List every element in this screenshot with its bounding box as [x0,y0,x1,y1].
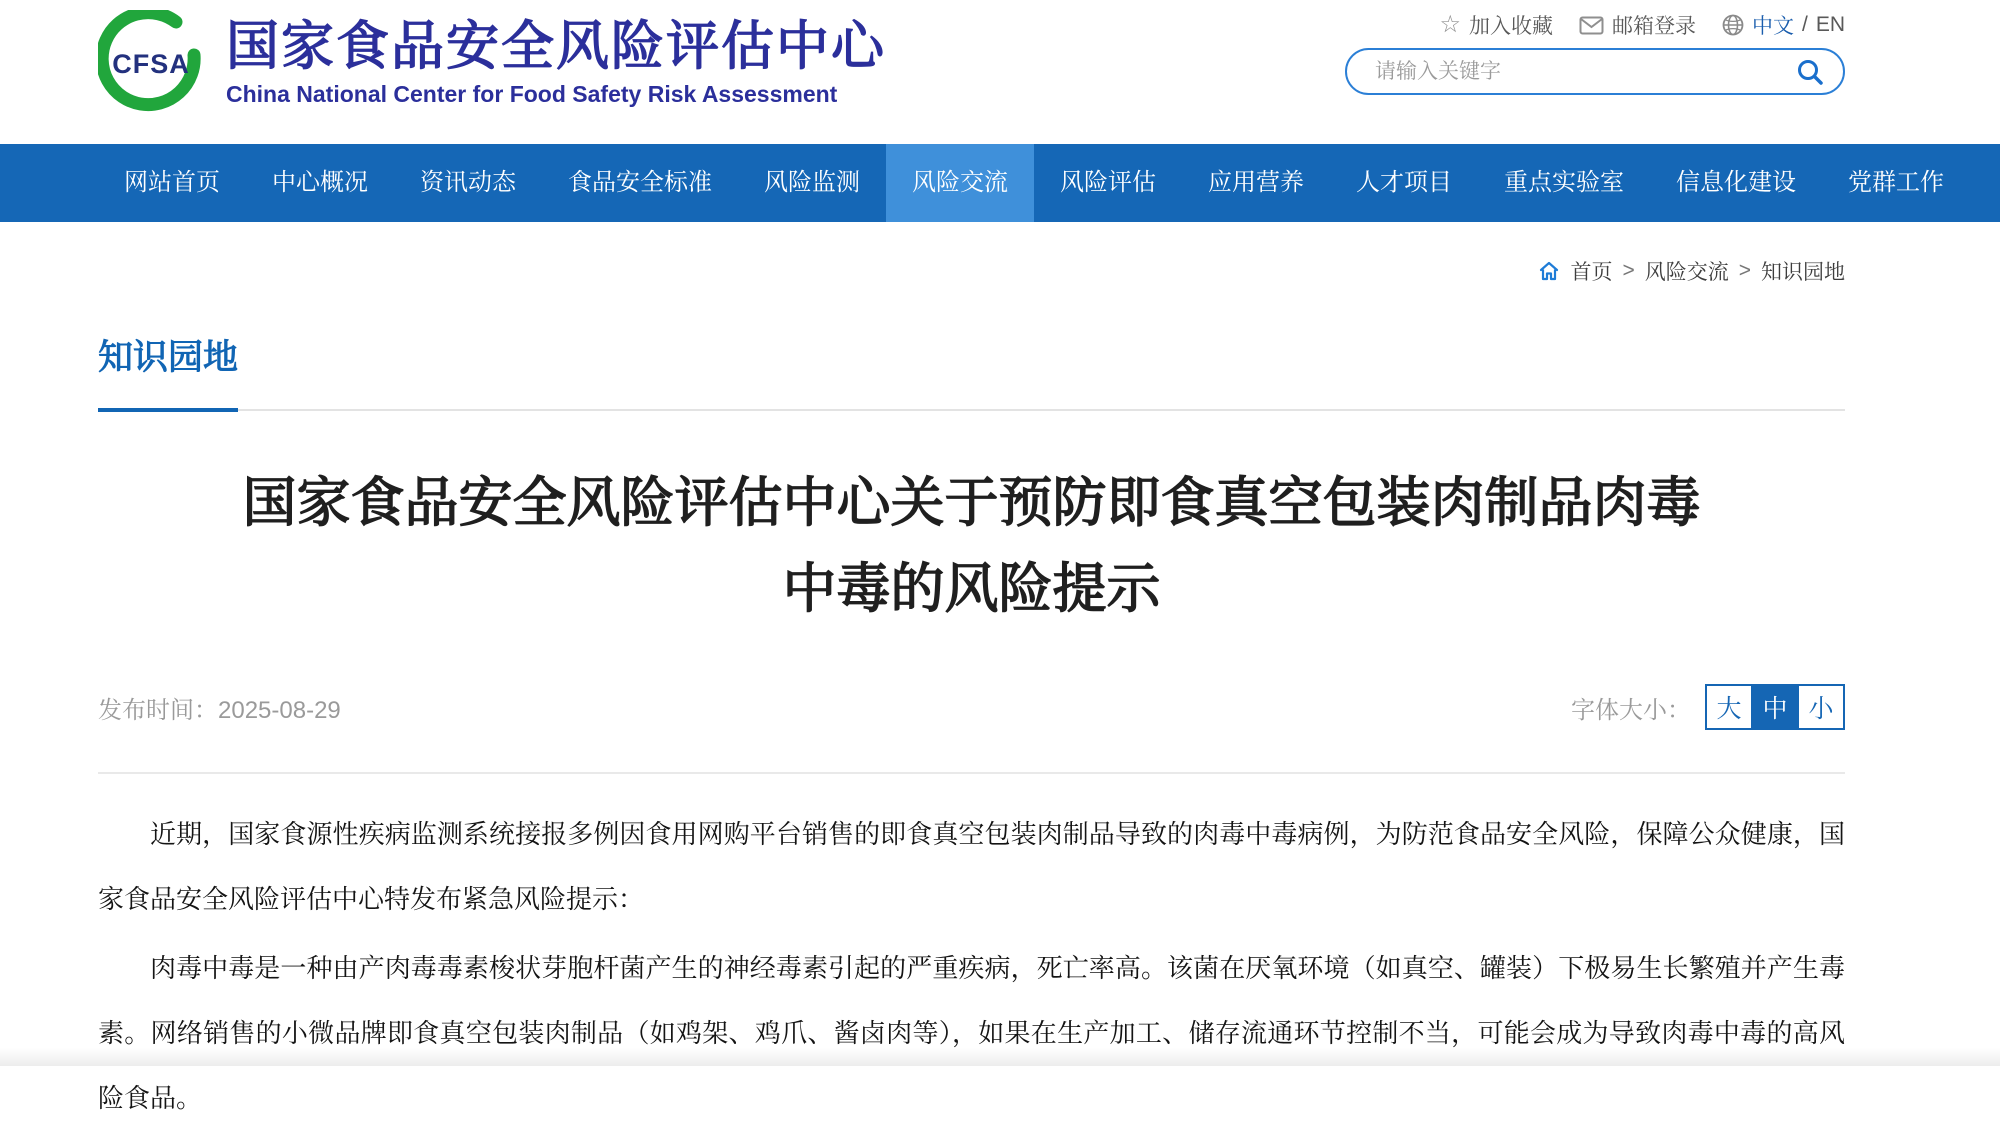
breadcrumb-home[interactable]: 首页 [1570,261,1613,284]
nav-item-home[interactable]: 网站首页 [124,169,220,196]
page-header [98,0,1845,144]
add-favorite-label: 加入收藏 [1468,15,1553,38]
add-favorite-link[interactable] [1439,10,1553,40]
star-icon: ☆ [1439,11,1461,38]
breadcrumb-risk-exchange[interactable]: 风险交流 [1644,261,1729,284]
nav-item-talent-program[interactable]: 人才项目 [1356,169,1452,196]
search-icon [1795,57,1825,87]
nav-item-risk-assessment[interactable]: 风险评估 [1060,169,1156,196]
search-box [1345,48,1845,95]
home-icon [1538,260,1560,282]
nav-item-applied-nutrition[interactable]: 应用营养 [1208,169,1304,196]
mail-login-link[interactable] [1579,10,1696,40]
font-size-medium-button[interactable]: 中 [1751,684,1799,730]
site-title-en: China National Center for Food Safety Risk Assessment [226,80,838,107]
article-paragraph: 近期，国家食源性疾病监测系统接报多例因食用网购平台销售的即食真空包装肉制品导致的肉毒中毒病例，为防范食品安全风险，保障公众健康，国家食品安全风险评估中心特发布紧急风险提示： [98,820,1845,914]
article-divider [98,772,1845,774]
article-paragraph: 肉毒中毒是一种由产肉毒毒素梭状芽胞杆菌产生的神经毒素引起的严重疾病，死亡率高。该菌在厌氧环境（如真空、罐装）下极易生长繁殖并产生毒素。网络销售的小微品牌即食真空包装肉制品（如鸡架、鸡爪、酱卤肉等），如果在生产加工、储存流通环节控制不当，可能会成为导致肉毒中毒的高风险食品。 [98,954,1845,1113]
nav-item-news[interactable]: 资讯动态 [420,169,516,196]
globe-icon [1722,14,1744,36]
publish-date: 发布时间：2025-08-29 [98,696,341,724]
utility-bar [1439,10,1845,40]
nav-item-key-laboratory[interactable]: 重点实验室 [1504,169,1624,196]
nav-item-overview[interactable]: 中心概况 [272,169,368,196]
nav-item-risk-monitoring[interactable]: 风险监测 [764,169,860,196]
font-size-label: 字体大小： [1571,696,1691,724]
site-brand[interactable] [98,10,886,116]
breadcrumb-separator: > [1738,259,1751,282]
nav-item-party-work[interactable]: 党群工作 [1848,169,1944,196]
font-size-large-button[interactable]: 大 [1705,684,1753,730]
article-body [98,802,1845,1131]
site-title-zh: 国家食品安全风险评估中心 [226,17,886,77]
language-switch [1722,10,1845,40]
lang-zh-link[interactable]: 中文 [1751,15,1794,38]
cfsa-logo-icon [98,10,204,116]
main-nav [0,144,2000,222]
search-button[interactable] [1795,57,1825,87]
font-size-small-button[interactable]: 小 [1797,684,1845,730]
section-divider [98,408,1845,412]
section-title: 知识园地 [98,338,239,377]
breadcrumb-current[interactable]: 知识园地 [1761,261,1845,284]
breadcrumb [98,222,1845,286]
article-meta-row [98,684,1845,730]
breadcrumb-separator: > [1622,259,1635,282]
lang-separator: / [1801,13,1808,36]
logo-text: CFSA [112,49,190,79]
nav-item-risk-exchange[interactable]: 风险交流 [886,144,1034,222]
mail-icon [1579,16,1604,35]
article-title: 国家食品安全风险评估中心关于预防即食真空包装肉制品肉毒中毒的风险提示 [242,473,1701,619]
mail-login-label: 邮箱登录 [1611,15,1696,38]
nav-item-informatization[interactable]: 信息化建设 [1676,169,1796,196]
cfsa-logo [98,10,204,116]
font-size-control [1571,684,1845,730]
search-input[interactable] [1375,60,1795,84]
lang-en-link[interactable]: EN [1815,13,1845,36]
nav-item-food-safety-standards[interactable]: 食品安全标准 [568,169,712,196]
